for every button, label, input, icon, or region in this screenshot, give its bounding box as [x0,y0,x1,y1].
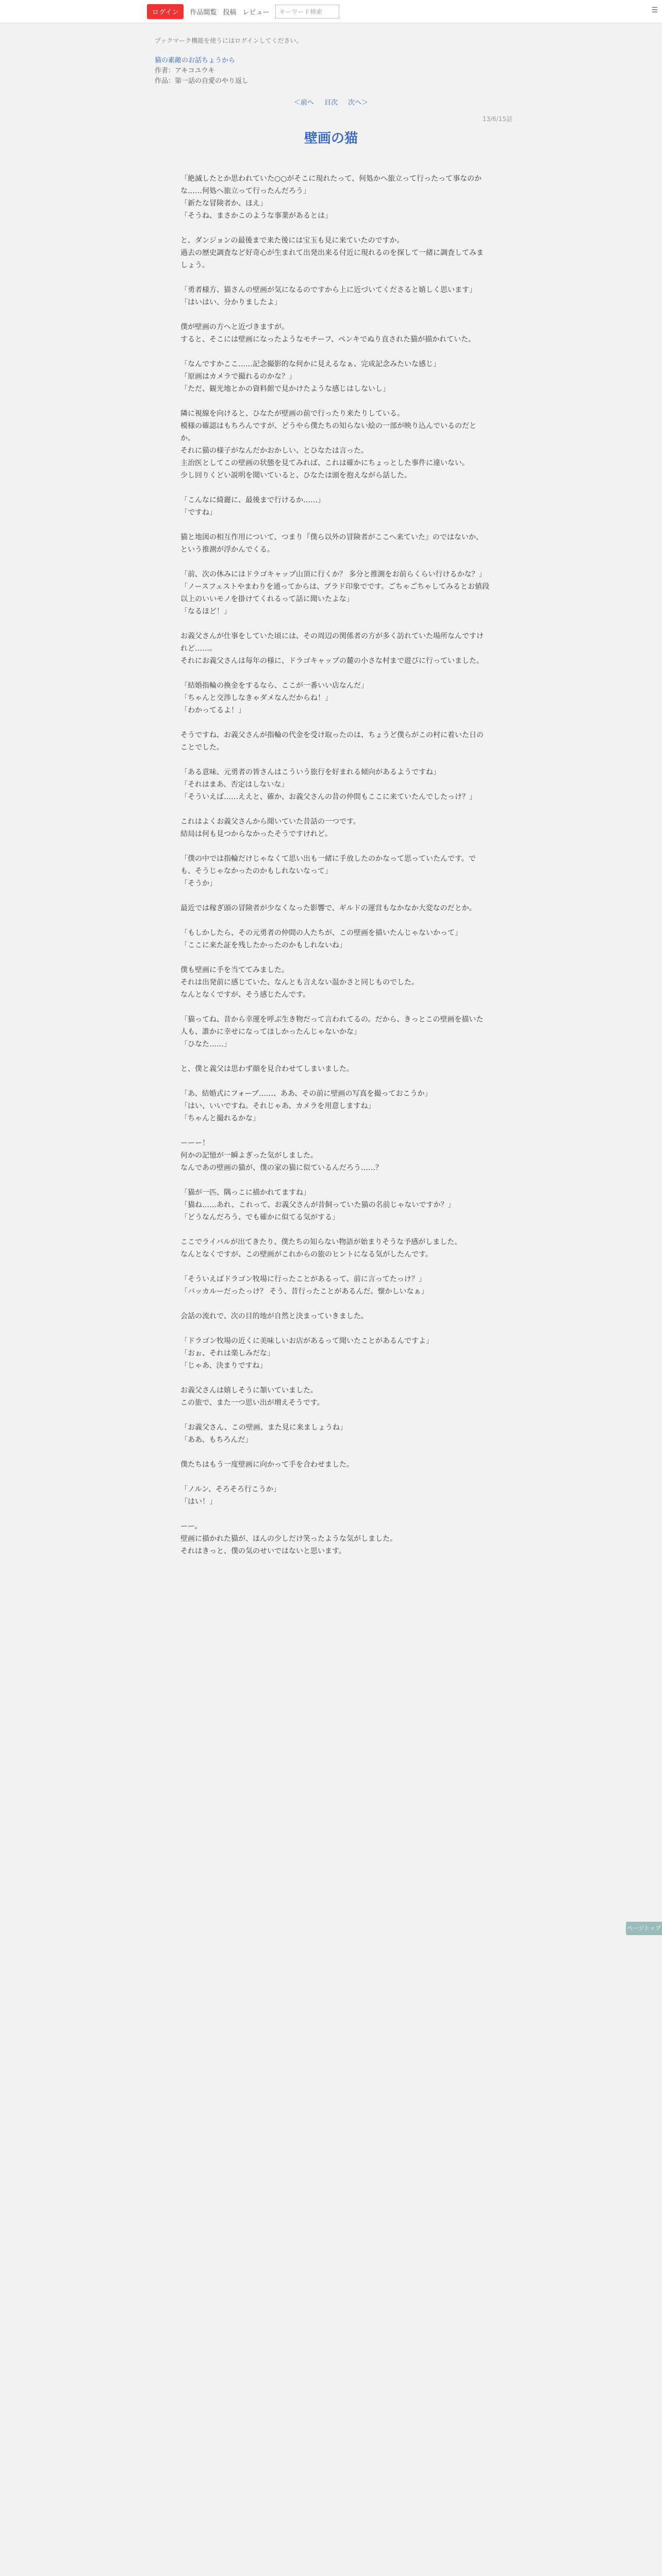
nav-link-review[interactable]: レビュー [242,8,270,16]
menu-icon[interactable]: ☰ [651,6,658,14]
body-paragraph: お義父さんは嬉しそうに頷いていました。 この旅で、また一つ思い出が増えそうです。 [180,1386,324,1407]
login-button[interactable]: ログイン [147,4,184,19]
nav-link-browse[interactable]: 作品閲覧 [190,8,217,16]
page-top-button[interactable]: ページトップへ [626,1922,662,1935]
body-paragraph: 「ノルン、そろそろ行こうか」 「はい！」 [180,1485,280,1506]
body-paragraph: 「結婚指輪の換金をするなら、ここが一番いい店なんだ」 「ちゃんと交渉しなきゃダメなんだからね！」 「わかってるよ！」 [180,682,368,715]
body-paragraph: 「なんですかここ……記念撮影的な何かに見えるなぁ、完成記念みたいな感じ」 「原画はカメラで撮れるのかな？」 「ただ、観光地とかの資料館で見かけたような感じはしないし」 [180,360,440,393]
next-link[interactable]: 次へ＞ [348,99,369,107]
bookmark-note-text: ブックマーク機能を使うにはログインしてください。 [155,37,303,44]
chapter-title: 壁画の猫 [304,131,358,146]
body-paragraph: 「あ、結婚式にフォーブ……、ああ、その前に壁画の写真を撮っておこうか」 「はい、いいですね。それじゃあ、カメラを用意しますね」 「ちゃんと撮れるかな」 [180,1090,432,1123]
body-paragraph: 隣に視線を向けると、ひなたが壁画の前で行ったり来たりしている。 模様の確認はもちろんですが、どうやら僕たちの知らない絵の一部が映り込んでいるのだとか。 それに猫の様子がなんだかおかしい、とひなたは言った。 主治医としてこの壁画の状態を見てみれば、これは確かにちょっとした事件に違いない。 少し回りくどい説明を聞いていると、ひなたは頭を抱えながら話した。 [180,410,476,480]
body-paragraph: 僕たちはもう一度壁画に向かって手を合わせました。 [180,1461,354,1469]
chapter-line: 作品：第一話の自愛のやり返し [155,77,249,85]
body-paragraph: と、ダンジョンの最後まで来た後には宝玉も見に来ていたのですか。 過去の歴史調査など好奇心が生まれて出発出来る付近に現れるのを探して一緒に調査してみましょう。 [180,236,484,269]
body-paragraph: 「前、次の休みにはドラゴキャップ山頂に行くか？ 多分と推測をお前らくらい行けるかな？」 「ノースフェストやまわりを通ってからは、ブラド印象でです。ごちゃごちゃしてみるとお値段以上のいいモノを掛けてくれるって話に聞いたよな」 「なるほど！」 [180,570,490,616]
body-paragraph: これはよくお義父さんから聞いていた昔話の一つです。 結局は何も見つからなかったそうですけれど。 [180,818,360,838]
prev-link[interactable]: ＜前へ [293,99,314,107]
body-paragraph: ここでライバルが出てきたり、僕たちの知らない物語が始まりそうな予感がしました。 なんとなくですが、この壁画がこれからの旅のヒントになる気がしたんです。 [180,1238,462,1259]
body-paragraph: 「ドラゴン牧場の近くに美味しいお店があるって聞いたことがあるんですよ」 「おぉ、それは楽しみだな」 「じゃあ、決まりですね」 [180,1337,433,1370]
body-paragraph: 「猫が一匹、隅っこに描かれてますね」 「猫ね……あれ、これって、お義父さんが昔飼っていた猫の名前じゃないですか？」 「どうなんだろう、でも確かに似てる気がする」 [180,1189,455,1222]
nav-link-post[interactable]: 投稿 [223,8,237,16]
body-paragraph: 「そういえばドラゴン牧場に行ったことがあるって、前に言ってたっけ？」 「バッカルーだったっけ？ そう、昔行ったことがあるんだ。懐かしいなぁ」 [180,1275,428,1296]
body-paragraph: ーーー！ 何かの記憶が一瞬よぎった気がしました。 なんであの壁画の猫が、僕の家の猫に似ているんだろう……？ [180,1139,383,1172]
body-paragraph: お義父さんが仕事をしていた頃には、その周辺の関係者の方が多く訪れていた場所なんですけれど……。 それにお義父さんは毎年の様に、ドラゴキャップの麓の小さな村まで遊びに行っていました。 [180,632,484,665]
work-info [155,56,249,87]
pager-top [0,97,662,107]
page-number: 13/6/15話 [482,115,512,123]
search-input[interactable]: キーワード検索 [275,5,339,19]
body-paragraph: 「僕の中では指輪だけじゃなくて思い出も一緒に手放したのかなって思っていたんです。でも、そうじゃなかったのかもしれないなって」 「そうか」 [180,855,476,888]
series-link[interactable]: 猫の素敵のお話ちょうから [155,57,236,64]
chapter-body [180,173,490,1570]
body-paragraph: と、僕と義父は思わず顔を見合わせてしまいました。 [180,1065,354,1073]
body-paragraph: 猫と地図の相互作用について、つまり『僕ら以外の冒険者がここへ来ていた』のではないか、という推測が浮かんでくる。 [180,533,483,554]
body-paragraph: 「こんなに綺麗に、最後まで行けるか……」 「ですね」 [180,496,325,517]
body-paragraph: 最近では稼ぎ頭の冒険者が少なくなった影響で、ギルドの運営もなかなか大変なのだとか。 [180,904,476,912]
body-paragraph: 僕も壁画に手を当ててみました。 それは出発前に感じていた、なんとも言えない温かさと同じものでした。 なんとなくですが、そう感じたんです。 [180,966,419,999]
body-paragraph: 「ある意味、元勇者の皆さんはこういう旅行を好まれる傾向があるようですね」 「それはまあ、否定はしないな」 「そういえば……ええと、確か、お義父さんの昔の仲間もここに来ていたんでしたっけ？」 [180,768,476,801]
top-nav-inner [147,4,339,19]
author-line: 作者：アキコユウキ [155,67,215,75]
body-paragraph: 会話の流れで、次の目的地が自然と決まっていきました。 [180,1312,368,1320]
toc-link[interactable]: 目次 [324,99,338,107]
bookmark-login-note [155,36,303,45]
body-paragraph: 「お義父さん、この壁画、また見に来ましょうね」 「ああ、もちろんだ」 [180,1423,347,1444]
body-paragraph: 「猫ってね、昔から幸運を呼ぶ生き物だって言われてるの。だから、きっとこの壁画を描いた人も、誰かに幸せになってほしかったんじゃないかな」 「ひなた……」 [180,1015,484,1048]
body-paragraph: 「もしかしたら、その元勇者の仲間の人たちが、この壁画を描いたんじゃないかって」 「ここに来た証を残したかったのかもしれないね」 [180,929,462,950]
top-navbar [0,0,662,23]
body-paragraph: 「勇者様方、猫さんの壁画が気になるのですから上に近づいてくださると嬉しく思います」 「はいはい、分かりましたよ」 [180,286,476,307]
body-paragraph: 「絶滅したとか思われていた○○がそこに現れたって、何処かへ旅立って行ったって事なのかな……何処へ旅立って行ったんだろう」 「新たな冒険者か、ほえ」 「そうね、まさかこのような事業があるとは」 [180,175,482,220]
body-paragraph: 僕が壁画の方へと近づきますが。 すると、そこには壁画になったようなモチーフ、ペンキでぬり直された猫が描かれていた。 [180,323,476,344]
body-paragraph: そうですね、お義父さんが指輪の代金を受け取ったのは、ちょうど僕らがこの村に着いた日のことでした。 [180,731,484,752]
body-paragraph: ーー。 壁画に描かれた猫が、ほんの少しだけ笑ったような気がしました。 それはきっと、僕の気のせいではないと思います。 [180,1522,397,1555]
